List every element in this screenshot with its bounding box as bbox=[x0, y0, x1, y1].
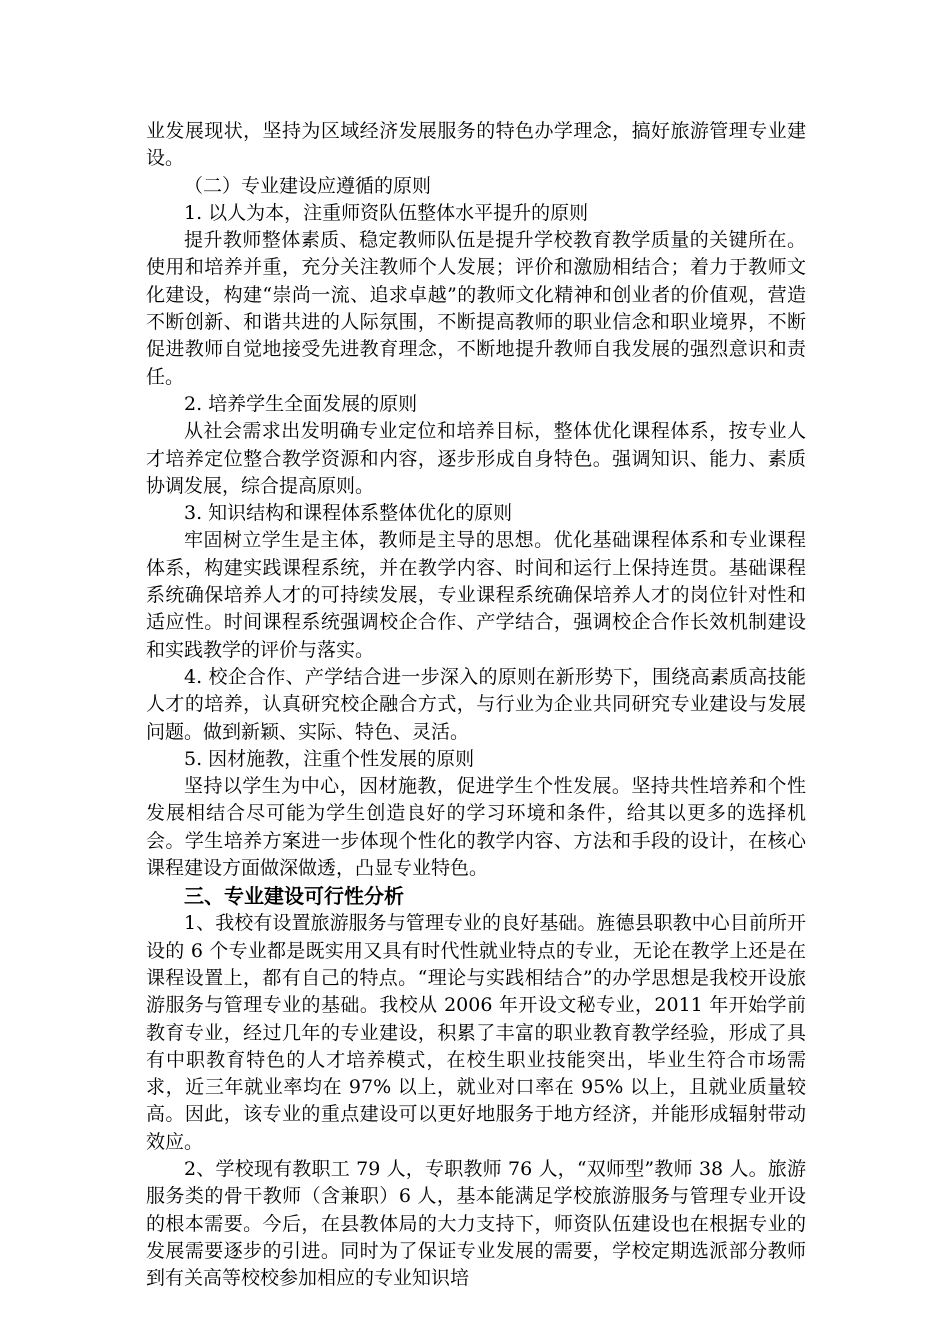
principle-5-body: 坚持以学生为中心，因材施教，促进学生个性发展。坚持共性培养和个性发展相结合尽可能为学生创造良好的学习环境和条件，给其以更多的选择机会。学生培养方案进一步体现个性化的教学内容、方法和手段的设计，在核心课程建设方面做深做透，凸显专业特色。 bbox=[146, 775, 806, 880]
principle-1-body: 提升教师整体素质、稳定教师队伍是提升学校教育教学质量的关键所在。使用和培养并重，充分关注教师个人发展；评价和激励相结合；着力于教师文化建设，构建“崇尚一流、追求卓越”的教师文化精神和创业者的价值观，营造不断创新、和谐共进的人际氛围，不断提高教师的职业信念和职业境界，不断促进教师自觉地接受先进教育理念，不断地提升教师自我发展的强烈意识和责任。 bbox=[146, 229, 806, 388]
feasibility-paragraph-1: 1、我校有设置旅游服务与管理专业的良好基础。旌德县职教中心目前所开设的 6 个专业都是既实用又具有时代性就业特点的专业，无论在教学上还是在课程设置上，都有自己的特点。“理论与实践相结合”的办学思想是我校开设旅游服务与管理专业的基础。我校从 2006 年开设文秘专业，2011 年开始学前教育专业，经过几年的专业建设，积累了丰富的职业教育教学经验，形成了具有中职教育特色的人才培养模式，在校生职业技能突出，毕业生符合市场需求，近三年就业率均在 97% 以上，就业对口率在 95% 以上，且就业质量较高。因此，该专业的重点建设可以更好地服务于地方经济，并能形成辐射带动效应。 bbox=[146, 912, 806, 1153]
principle-2-title: 2. 培养学生全面发展的原则 bbox=[184, 392, 418, 415]
principle-2-body: 从社会需求出发明确专业定位和培养目标，整体优化课程体系，按专业人才培养定位整合教学资源和内容，逐步形成自身特色。强调知识、能力、素质协调发展，综合提高原则。 bbox=[146, 420, 806, 497]
document-body bbox=[146, 118, 806, 1292]
principle-3-title: 3. 知识结构和课程体系整体优化的原则 bbox=[184, 502, 513, 525]
subheading-principles: （二）专业建设应遵循的原则 bbox=[184, 174, 432, 197]
feasibility-paragraph-2: 2、学校现有教职工 79 人，专职教师 76 人，“双师型”教师 38 人。旅游服务类的骨干教师（含兼职）6 人，基本能满足学校旅游服务与管理专业开设的根本需要。今后，在县教体局的大力支持下，师资队伍建设也在根据专业的发展需要逐步的引进。同时为了保证专业发展的需要，学校定期选派部分教师到有关高等校校参加相应的专业知识培 bbox=[146, 1157, 806, 1290]
principle-3-body: 牢固树立学生是主体，教师是主导的思想。优化基础课程体系和专业课程体系，构建实践课程系统，并在教学内容、时间和运行上保持连贯。基础课程系统确保培养人才的可持续发展，专业课程系统确保培养人才的岗位针对性和适应性。时间课程系统强调校企合作、产学结合，强调校企合作长效机制建设和实践教学的评价与落实。 bbox=[146, 529, 806, 661]
section-heading-feasibility: 三、专业建设可行性分析 bbox=[184, 884, 404, 909]
principle-5-title: 5. 因材施教，注重个性发展的原则 bbox=[184, 747, 475, 770]
paragraph-continuation: 业发展现状，坚持为区域经济发展服务的特色办学理念，搞好旅游管理专业建设。 bbox=[146, 120, 806, 170]
principle-1-title: 1. 以人为本，注重师资队伍整体水平提升的原则 bbox=[184, 201, 589, 224]
principle-4-paragraph: 4. 校企合作、产学结合进一步深入的原则在新形势下，围绕高素质高技能人才的培养，认真研究校企融合方式，与行业为企业共同研究专业建设与发展问题。做到新颖、实际、特色、灵活。 bbox=[146, 665, 806, 743]
